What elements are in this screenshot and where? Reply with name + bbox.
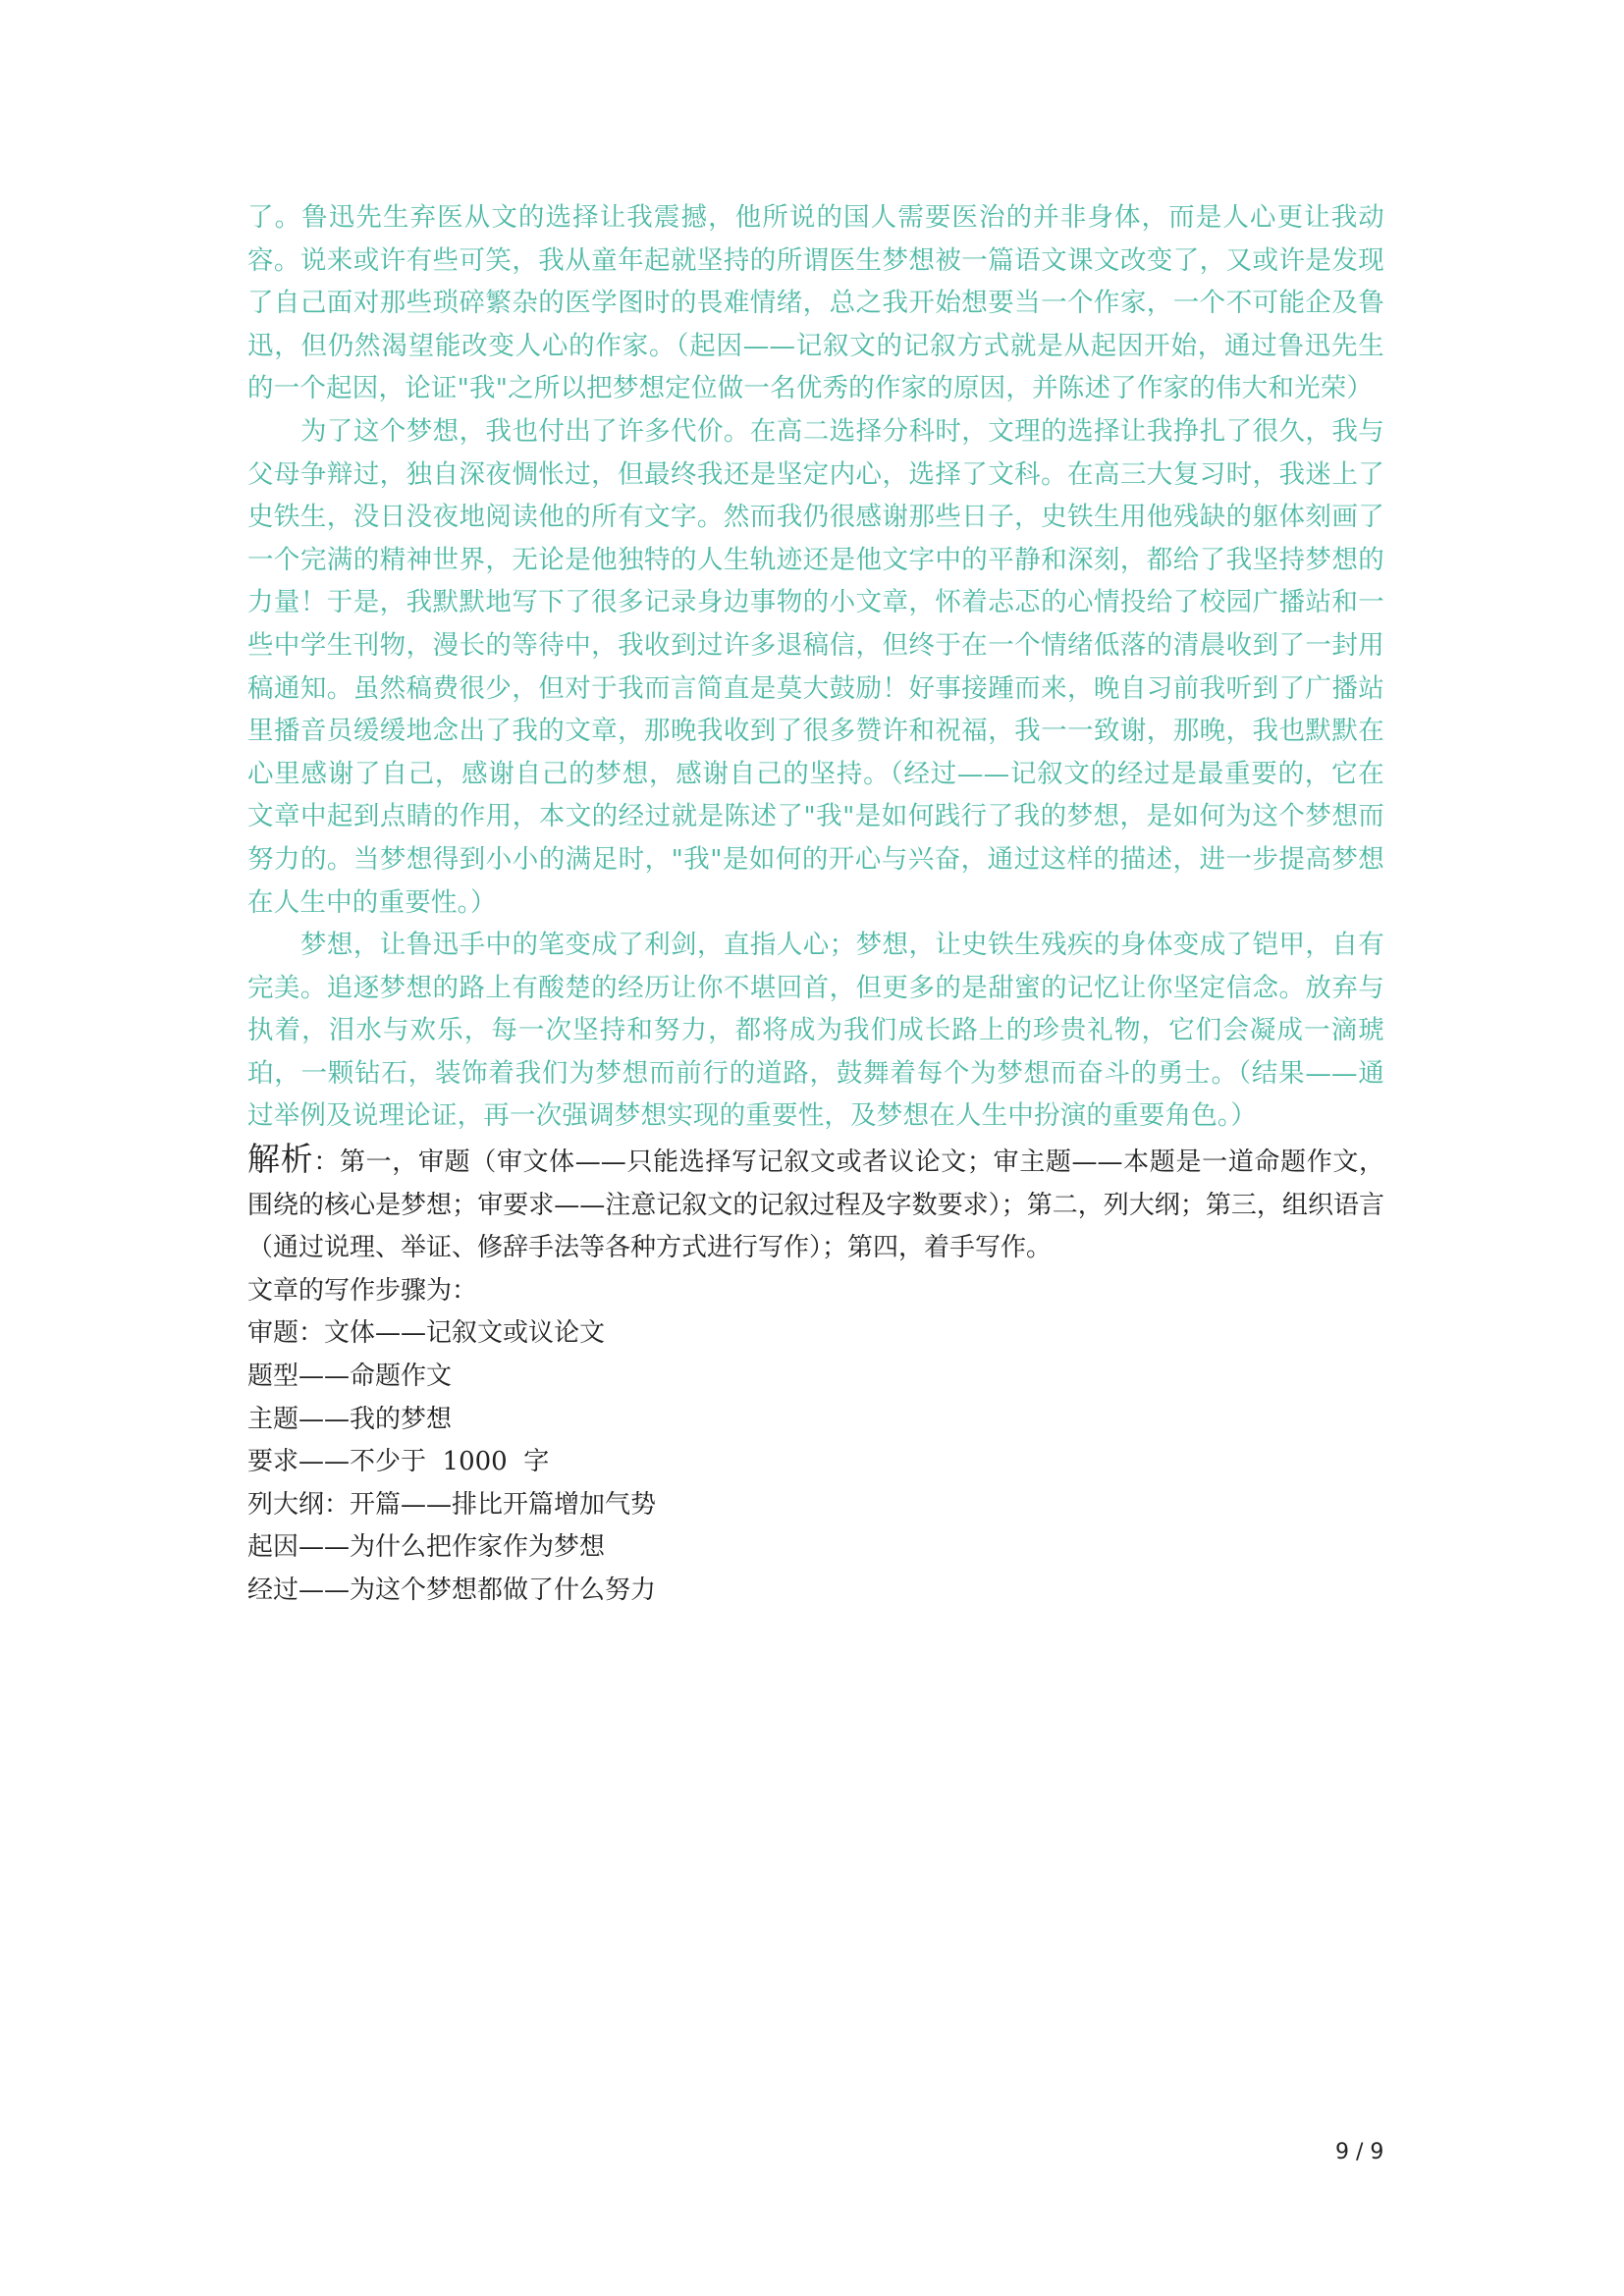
- writing-steps: [247, 1270, 1384, 1613]
- analysis-label: 解析: [247, 1140, 314, 1179]
- step-item: 经过——为这个梦想都做了什么努力: [247, 1575, 657, 1605]
- analysis-paragraph: [247, 1138, 1384, 1270]
- step-item: 要求——不少于 1000 字: [247, 1447, 550, 1477]
- essay-paragraph-2: 为了这个梦想，我也付出了许多代价。在高二选择分科时，文理的选择让我挣扎了很久，我与父母争辩过，独自深夜惆怅过，但最终我还是坚定内心，选择了文科。在高三大复习时，我迷上了史铁生，没日没夜地阅读他的所有文字。然而我仍很感谢那些日子，史铁生用他残缺的躯体刻画了一个完满的精神世界，无论是他独特的人生轨迹还是他文字中的平静和深刻，都给了我坚持梦想的力量！于是，我默默地写下了很多记录身边事物的小文章，怀着忐忑的心情投给了校园广播站和一些中学生刊物，漫长的等待中，我收到过许多退稿信，但终于在一个情绪低落的清晨收到了一封用稿通知。虽然稿费很少，但对于我而言简直是莫大鼓励！好事接踵而来，晚自习前我听到了广播站里播音员缓缓地念出了我的文章，那晚我收到了很多赞许和祝福，我一一致谢，那晚，我也默默在心里感谢了自己，感谢自己的梦想，感谢自己的坚持。（经过——记叙文的经过是最重要的，它在文章中起到点睛的作用，本文的经过就是陈述了"我"是如何践行了我的梦想，是如何为这个梦想而努力的。当梦想得到小小的满足时，"我"是如何的开心与兴奋，通过这样的描述，进一步提高梦想在人生中的重要性。）: [247, 415, 1384, 918]
- essay-paragraph-1: 了。鲁迅先生弃医从文的选择让我震撼，他所说的国人需要医治的并非身体，而是人心更让我动容。说来或许有些可笑，我从童年起就坚持的所谓医生梦想被一篇语文课文改变了，又或许是发现了自己面对那些琐碎繁杂的医学图时的畏难情绪，总之我开始想要当一个作家，一个不可能企及鲁迅，但仍然渴望能改变人心的作家。（起因——记叙文的记叙方式就是从起因开始，通过鲁迅先生的一个起因，论证"我"之所以把梦想定位做一名优秀的作家的原因，并陈述了作家的伟大和光荣）: [247, 202, 1384, 404]
- step-item: 起因——为什么把作家作为梦想: [247, 1532, 606, 1563]
- page-number: 9 / 9: [1335, 2140, 1384, 2164]
- analysis-section: [247, 1138, 1384, 1270]
- step-item: 主题——我的梦想: [247, 1404, 453, 1434]
- analysis-colon: ：: [313, 1148, 340, 1178]
- page-content: [247, 196, 1384, 1613]
- step-item: 列大纲：开篇——排比开篇增加气势: [247, 1489, 657, 1520]
- step-item: 题型——命题作文: [247, 1362, 453, 1392]
- essay-sample: [247, 196, 1384, 1138]
- analysis-text: 第一，审题（审文体——只能选择写记叙文或者议论文；审主题——本题是一道命题作文，围绕的核心是梦想；审要求——注意记叙文的记叙过程及字数要求）；第二，列大纲；第三，组织语言（通过说理、举证、修辞手法等各种方式进行写作）；第四，着手写作。: [247, 1148, 1384, 1263]
- essay-paragraph-3: 梦想，让鲁迅手中的笔变成了利剑，直指人心；梦想，让史铁生残疾的身体变成了铠甲，自有完美。追逐梦想的路上有酸楚的经历让你不堪回首，但更多的是甜蜜的记忆让你坚定信念。放弃与执着，泪水与欢乐，每一次坚持和努力，都将成为我们成长路上的珍贵礼物，它们会凝成一滴琥珀，一颗钻石，装饰着我们为梦想而前行的道路，鼓舞着每个为梦想而奋斗的勇士。（结果——通过举例及说理论证，再一次强调梦想实现的重要性，及梦想在人生中扮演的重要角色。）: [247, 930, 1384, 1132]
- step-item: 审题：文体——记叙文或议论文: [247, 1318, 606, 1349]
- steps-heading: 文章的写作步骤为：: [247, 1275, 478, 1306]
